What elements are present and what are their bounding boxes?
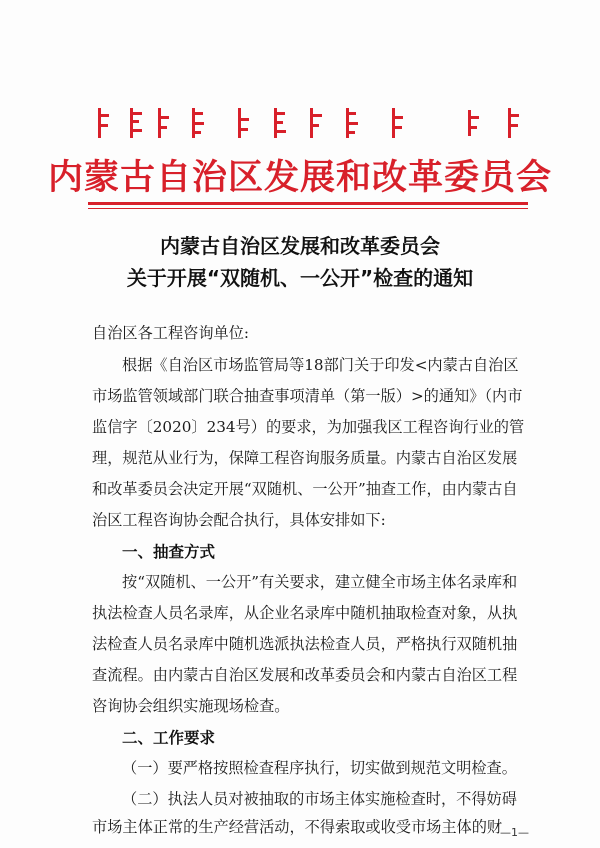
section-heading-1: 一、抽查方式 — [122, 543, 216, 561]
section1-line: 执法检查人员名录库，从企业名录库中随机抽取检查对象，从执 — [92, 604, 518, 622]
intro-line: 根据《自治区市场监管局等18部门关于印发<内蒙古自治区 — [122, 356, 519, 374]
mongol-glyph — [195, 112, 203, 115]
agency-letterhead-title: 内蒙古自治区发展和改革委员会 — [47, 157, 552, 198]
mongol-glyph — [192, 108, 195, 138]
mongol-glyph — [277, 121, 283, 124]
section2-line: （一）要严格按照检查程序执行，切实做到规范文明检查。 — [122, 759, 517, 777]
mongol-glyph — [392, 108, 395, 138]
mongol-glyph — [241, 128, 248, 131]
mongol-glyph — [508, 108, 511, 138]
mongol-glyph — [195, 131, 201, 134]
mongolian-script-header — [96, 104, 526, 144]
section1-line: 法检查人员名录库中随机选派执法检查人员，严格执行双随机抽 — [92, 635, 518, 653]
section2-line: 市场主体正常的生产经营活动，不得索取或收受市场主体的财 — [92, 818, 503, 836]
mongol-glyph — [130, 108, 133, 138]
mongol-glyph — [511, 124, 518, 127]
page-number: —1— — [500, 826, 529, 839]
intro-line: 市场监管领域部门联合抽查事项清单（第一版）>的通知》（内市 — [92, 387, 523, 405]
mongol-glyph — [471, 126, 477, 129]
mongol-glyph — [195, 122, 204, 125]
mongol-glyph — [161, 116, 169, 119]
mongol-glyph — [161, 126, 167, 129]
mongol-glyph — [468, 110, 471, 136]
salutation: 自治区各工程咨询单位: — [92, 324, 249, 342]
mongol-glyph — [277, 112, 285, 115]
mongol-glyph — [158, 108, 161, 138]
intro-line: 理，规范从业行为，保障工程咨询服务质量。内蒙古自治区发展 — [92, 449, 518, 467]
mongol-glyph — [133, 120, 139, 123]
mongol-glyph — [349, 112, 356, 115]
mongol-glyph — [274, 108, 277, 138]
mongol-glyph — [133, 129, 142, 132]
mongol-glyph — [346, 108, 349, 138]
mongol-glyph — [395, 126, 402, 129]
intro-line: 和改革委员会决定开展“双随机、一公开”抽查工作，由内蒙古自 — [92, 480, 518, 498]
mongol-glyph — [241, 118, 249, 121]
mongol-glyph — [471, 116, 479, 119]
letterhead-rule-thick — [88, 202, 528, 205]
mongol-glyph — [349, 122, 358, 125]
mongol-glyph — [101, 124, 108, 127]
section1-line: 按“双随机、一公开”有关要求，建立健全市场主体名录库和 — [122, 573, 518, 591]
mongol-glyph — [238, 108, 241, 138]
mongol-glyph — [395, 116, 403, 119]
section1-line: 查流程。由内蒙古自治区发展和改革委员会和内蒙古自治区工程 — [92, 666, 518, 684]
mongol-glyph — [349, 131, 355, 134]
mongol-glyph — [310, 108, 313, 138]
mongol-glyph — [277, 130, 286, 133]
section1-line: 咨询协会组织实施现场检查。 — [92, 697, 290, 715]
mongol-glyph — [101, 114, 109, 117]
document-title-line-1: 内蒙古自治区发展和改革委员会 — [160, 234, 440, 258]
mongolian-script-graphic — [96, 104, 526, 144]
document-title-line-2: 关于开展“双随机、一公开”检查的通知 — [126, 266, 474, 290]
letterhead-rule-thin — [88, 208, 528, 209]
section-heading-2: 二、工作要求 — [122, 729, 216, 747]
section2-line: （二）执法人员对被抽取的市场主体实施检查时，不得妨碍 — [122, 790, 517, 808]
mongol-glyph — [133, 112, 142, 115]
mongol-glyph — [511, 114, 519, 117]
intro-line: 监信字〔2020〕234号）的要求，为加强我区工程咨询行业的管 — [92, 418, 525, 436]
intro-line: 治区工程咨询协会配合执行，具体安排如下: — [92, 511, 386, 529]
mongol-glyph — [313, 114, 322, 117]
mongol-glyph — [313, 124, 319, 127]
mongol-glyph — [98, 108, 101, 138]
